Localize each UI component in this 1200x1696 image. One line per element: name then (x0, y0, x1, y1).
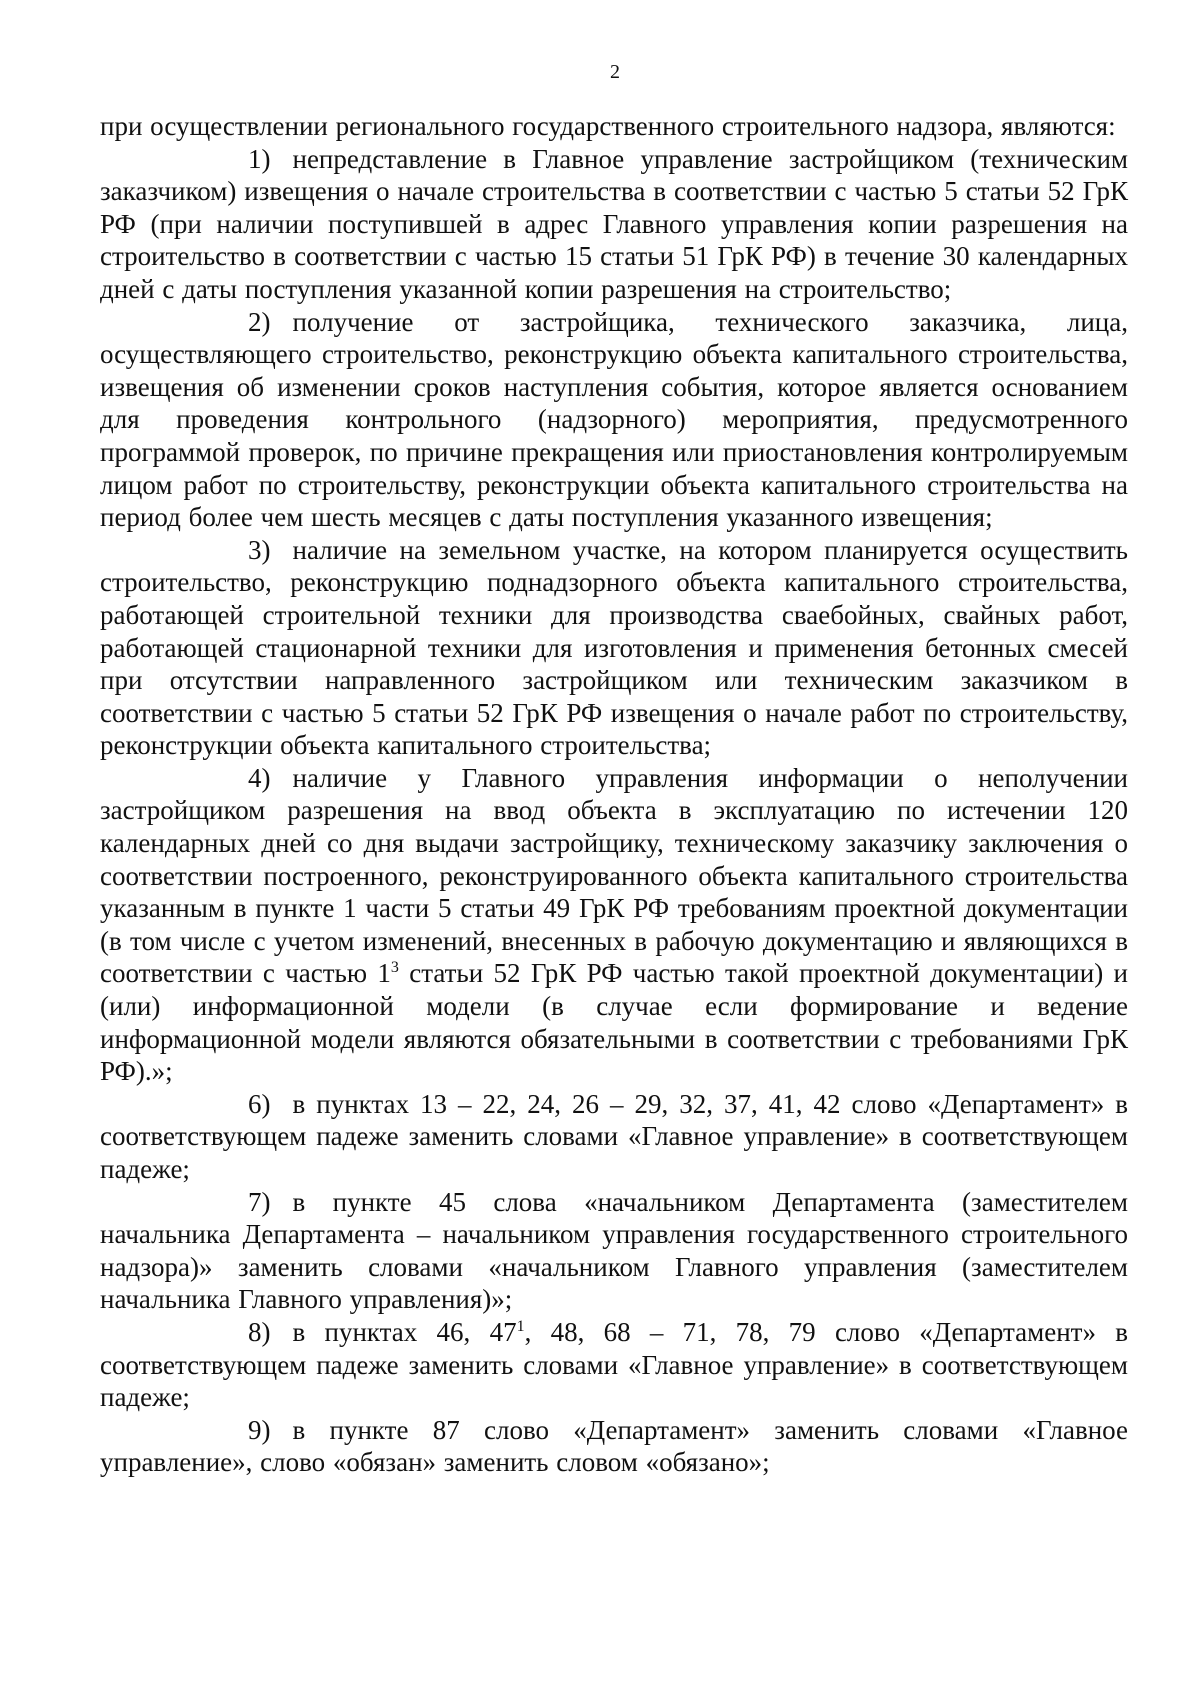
item-text: непредставление в Главное управление застройщиком (техническим заказчиком) извещения о начале строительства в соответствии с частью 5 статьи 52 ГрК РФ (при наличии поступившей в адрес Главного управления копии разрешения на строительство в соответствии с частью 15 статьи 51 ГрК РФ) в течение 30 календарных дней с даты поступления указанной копии разрешения на строительство; (100, 143, 1128, 304)
item-number: 3) (248, 534, 271, 565)
item-number: 2) (248, 306, 271, 337)
item-text: в пунктах 13 – 22, 24, 26 – 29, 32, 37, 41, 42 слово «Департамент» в соответствующем падеже заменить словами «Главное управление» в соответствующем падеже; (100, 1088, 1128, 1184)
superscript: 1 (516, 1317, 525, 1335)
list-item-4 (100, 762, 1128, 1088)
item-text: в пункте 87 слово «Департамент» заменить словами «Главное управление», слово «обязан» заменить словом «обязано»; (100, 1414, 1128, 1478)
item-number: 6) (248, 1088, 271, 1119)
item-number: 8) (248, 1316, 271, 1347)
list-item-7 (100, 1186, 1128, 1316)
item-text-after-superscript: статьи 52 ГрК РФ частью такой проектной документации) и (или) информационной модели (в случае если формирование и ведение информационной модели являются обязательными в соответствии с требованиями ГрК РФ).»; (100, 958, 1129, 1087)
item-number: 4) (248, 762, 271, 793)
list-item-3 (100, 534, 1128, 762)
item-number: 1) (248, 143, 271, 174)
document-body (100, 110, 1128, 1479)
page-number: 2 (610, 61, 620, 83)
list-item-9 (100, 1414, 1128, 1479)
paragraph-continuation (100, 110, 1128, 143)
list-item-2 (100, 306, 1128, 534)
item-text-before-superscript: в пунктах 46, 47 (292, 1316, 517, 1347)
item-text-before-superscript: наличие у Главного управления информации о неполучении застройщиком разрешения на ввод объекта в эксплуатацию по истечении 120 календарных дней со дня выдачи застройщику, техническому заказчику заключения о соответствии построенного, реконструированного объекта капитального строительства указанным в пункте 1 части 5 статьи 49 ГрК РФ требованиям проектной документации (в том числе с учетом изменений, внесенных в рабочую документацию и являющихся в соответствии с частью 1 (100, 762, 1128, 989)
item-text-after-superscript: , 48, 68 – 71, 78, 79 слово «Департамент» в соответствующем падеже заменить словами «Главное управление» в соответствующем падеже; (100, 1316, 1128, 1413)
list-item-1 (100, 143, 1128, 306)
paragraph-text: при осуществлении регионального государственного строительного надзора, являются: (100, 111, 1116, 141)
item-text: наличие на земельном участке, на котором планируется осуществить строительство, реконструкцию поднадзорного объекта капитального строительства, работающей строительной техники для производства сваебойных, свайных работ, работающей стационарной техники для изготовления и применения бетонных смесей при отсутствии направленного застройщиком или техническим заказчиком в соответствии с частью 5 статьи 52 ГрК РФ извещения о начале работ по строительству, реконструкции объекта капитального строительства; (100, 534, 1128, 761)
list-item-6 (100, 1088, 1128, 1186)
list-item-8 (100, 1316, 1128, 1414)
superscript: 3 (390, 959, 399, 977)
item-number: 9) (248, 1414, 271, 1445)
item-text: в пункте 45 слова «начальником Департамента (заместителем начальника Департамента – начальником управления государственного строительного надзора)» заменить словами «начальником Главного управления (заместителем начальника Главного управления)»; (100, 1186, 1128, 1315)
item-text: получение от застройщика, технического заказчика, лица, осуществляющего строительство, реконструкцию объекта капитального строительства, извещения об изменении сроков наступления события, которое является основанием для проведения контрольного (надзорного) мероприятия, предусмотренного программой проверок, по причине прекращения или приостановления контролируемым лицом работ по строительству, реконструкции объекта капитального строительства на период более чем шесть месяцев с даты поступления указанного извещения; (100, 306, 1128, 533)
item-number: 7) (248, 1186, 271, 1217)
